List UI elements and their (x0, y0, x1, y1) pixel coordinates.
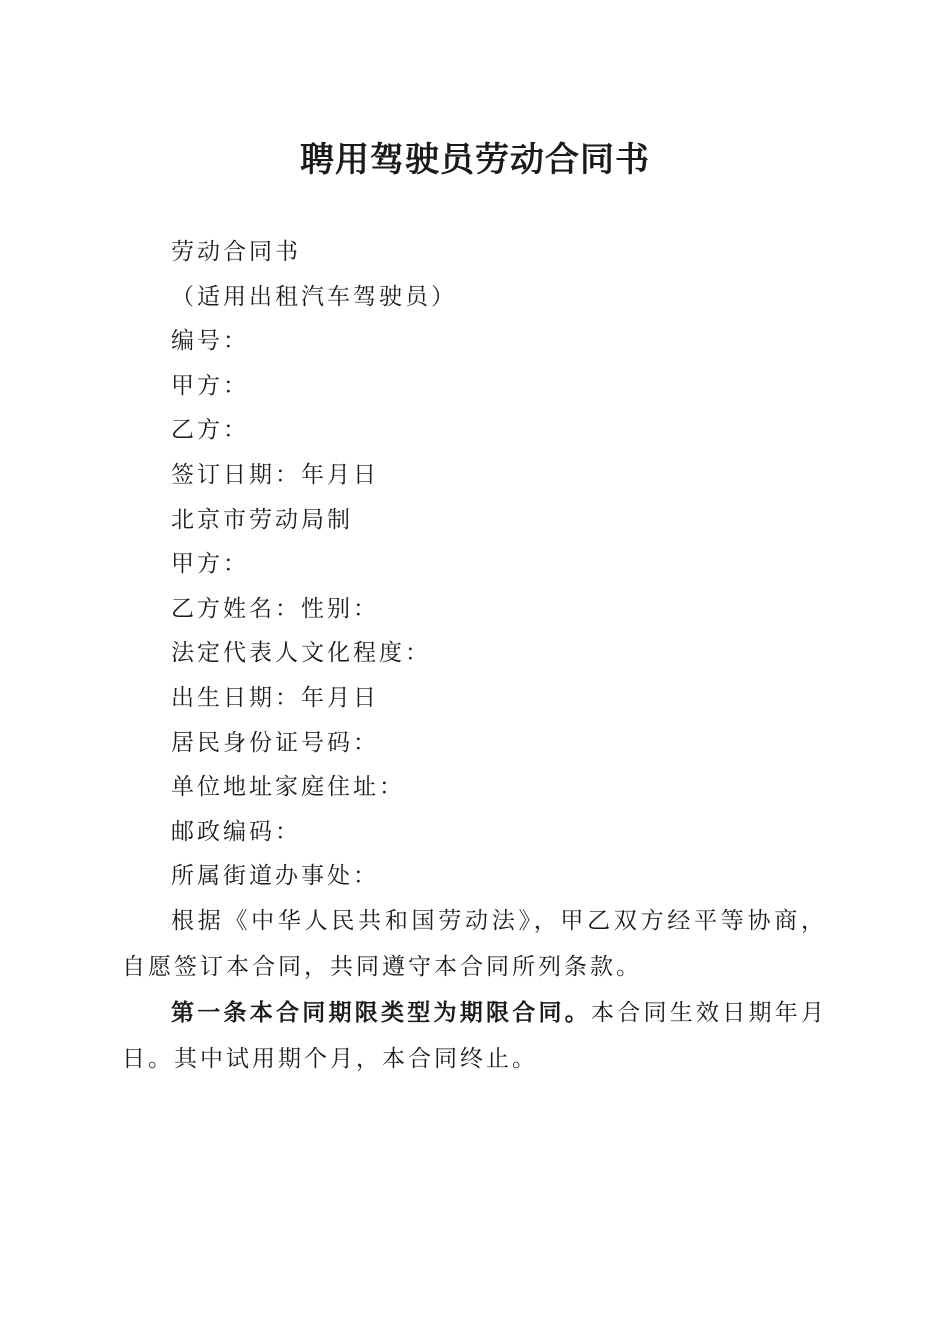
field-line: （适用出租汽车驾驶员） (171, 283, 457, 310)
field-line: 法定代表人文化程度： (171, 640, 431, 667)
article-1-heading: 第一条本合同期限类型为期限合同。 (171, 999, 591, 1026)
document-title: 聘用驾驶员劳动合同书 (300, 140, 650, 180)
field-line: 编号： (171, 328, 249, 355)
field-line: 居民身份证号码： (171, 729, 379, 756)
field-line: 乙方： (171, 417, 249, 444)
field-line: 出生日期：年月日 (171, 684, 379, 711)
field-line: 甲方： (171, 372, 249, 399)
field-line: 所属街道办事处： (171, 863, 379, 890)
article-1-body: 本合同生效日期年月日。其中试用期个月，本合同终止。 (122, 1000, 827, 1072)
field-line: 乙方姓名：性别： (171, 595, 379, 622)
field-line: 单位地址家庭住址： (171, 774, 405, 801)
header-fields (171, 230, 831, 899)
field-line: 北京市劳动局制 (171, 506, 353, 533)
field-line: 劳动合同书 (171, 239, 301, 265)
field-line: 签订日期：年月日 (171, 461, 379, 488)
field-line: 甲方： (171, 551, 249, 578)
preamble-paragraph: 根据《中华人民共和国劳动法》，甲乙双方经平等协商，自愿签订本合同，共同遵守本合同所列条款。 (122, 908, 827, 980)
field-line: 邮政编码： (171, 818, 301, 845)
article-1-paragraph (122, 990, 827, 1082)
